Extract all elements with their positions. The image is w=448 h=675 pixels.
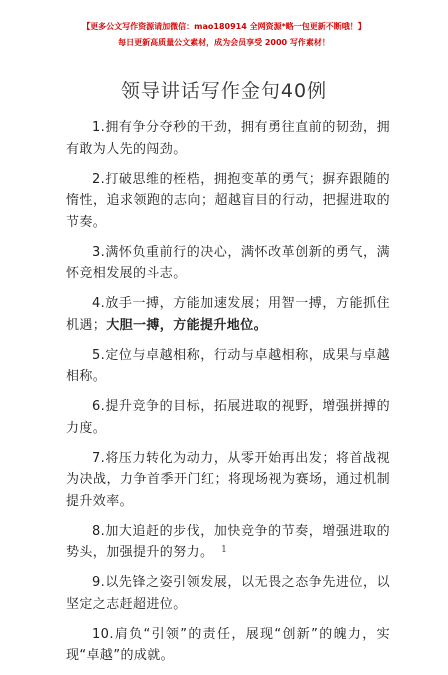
list-item: 8.加大追赶的步伐，加快竞争的节奏，增强进取的势头，加强提升的努力。 xyxy=(66,523,390,560)
list-item: 6.提升竞争的目标，拓展进取的视野，增强拼搏的力度。 xyxy=(66,399,390,436)
list-item: 3.满怀负重前行的决心，满怀改革创新的勇气，满怀竞相发展的斗志。 xyxy=(66,244,390,281)
list-item: 4.放手一搏，方能加速发展；用智一搏，方能抓住机遇；大胆一搏，方能提升地位。 xyxy=(66,296,390,333)
list-item: 10.肩负“引领”的责任，展现“创新”的魄力，实现“卓越”的成就。 xyxy=(66,626,390,663)
document-title: 领导讲话写作金句40例 xyxy=(120,80,328,102)
document-body xyxy=(66,117,390,675)
promo-banner-line-1: 【更多公文写作资源请加微信：mao180914 全网资源*略一包更新不断哦！】 xyxy=(82,22,366,31)
list-item: 7.将压力转化为动力，从零开始再出发；将首战视为决战，力争首季开门红；将现场视为赛场，通过机制提升效率。 xyxy=(66,450,390,509)
promo-banner-line-2: 每日更新高质量公文素材，成为会员享受 2000 写作素材！ xyxy=(118,38,330,47)
bold-phrase: 大胆一搏，方能提升地位。 xyxy=(106,317,268,333)
list-item: 2.打破思维的桎梏，拥抱变革的勇气；摒弃跟随的惰性，追求领跑的志向；超越盲目的行动，把握进取的节奏。 xyxy=(66,171,390,230)
list-item: 1.拥有争分夺秒的干劲，拥有勇往直前的韧劲，拥有敢为人先的闯劲。 xyxy=(66,120,390,157)
list-item: 9.以先锋之姿引领发展，以无畏之态争先进位，以坚定之志赶超进位。 xyxy=(66,575,390,612)
page-number: 1 xyxy=(221,545,227,555)
list-item: 5.定位与卓越相称，行动与卓越相称，成果与卓越相称。 xyxy=(66,347,390,384)
